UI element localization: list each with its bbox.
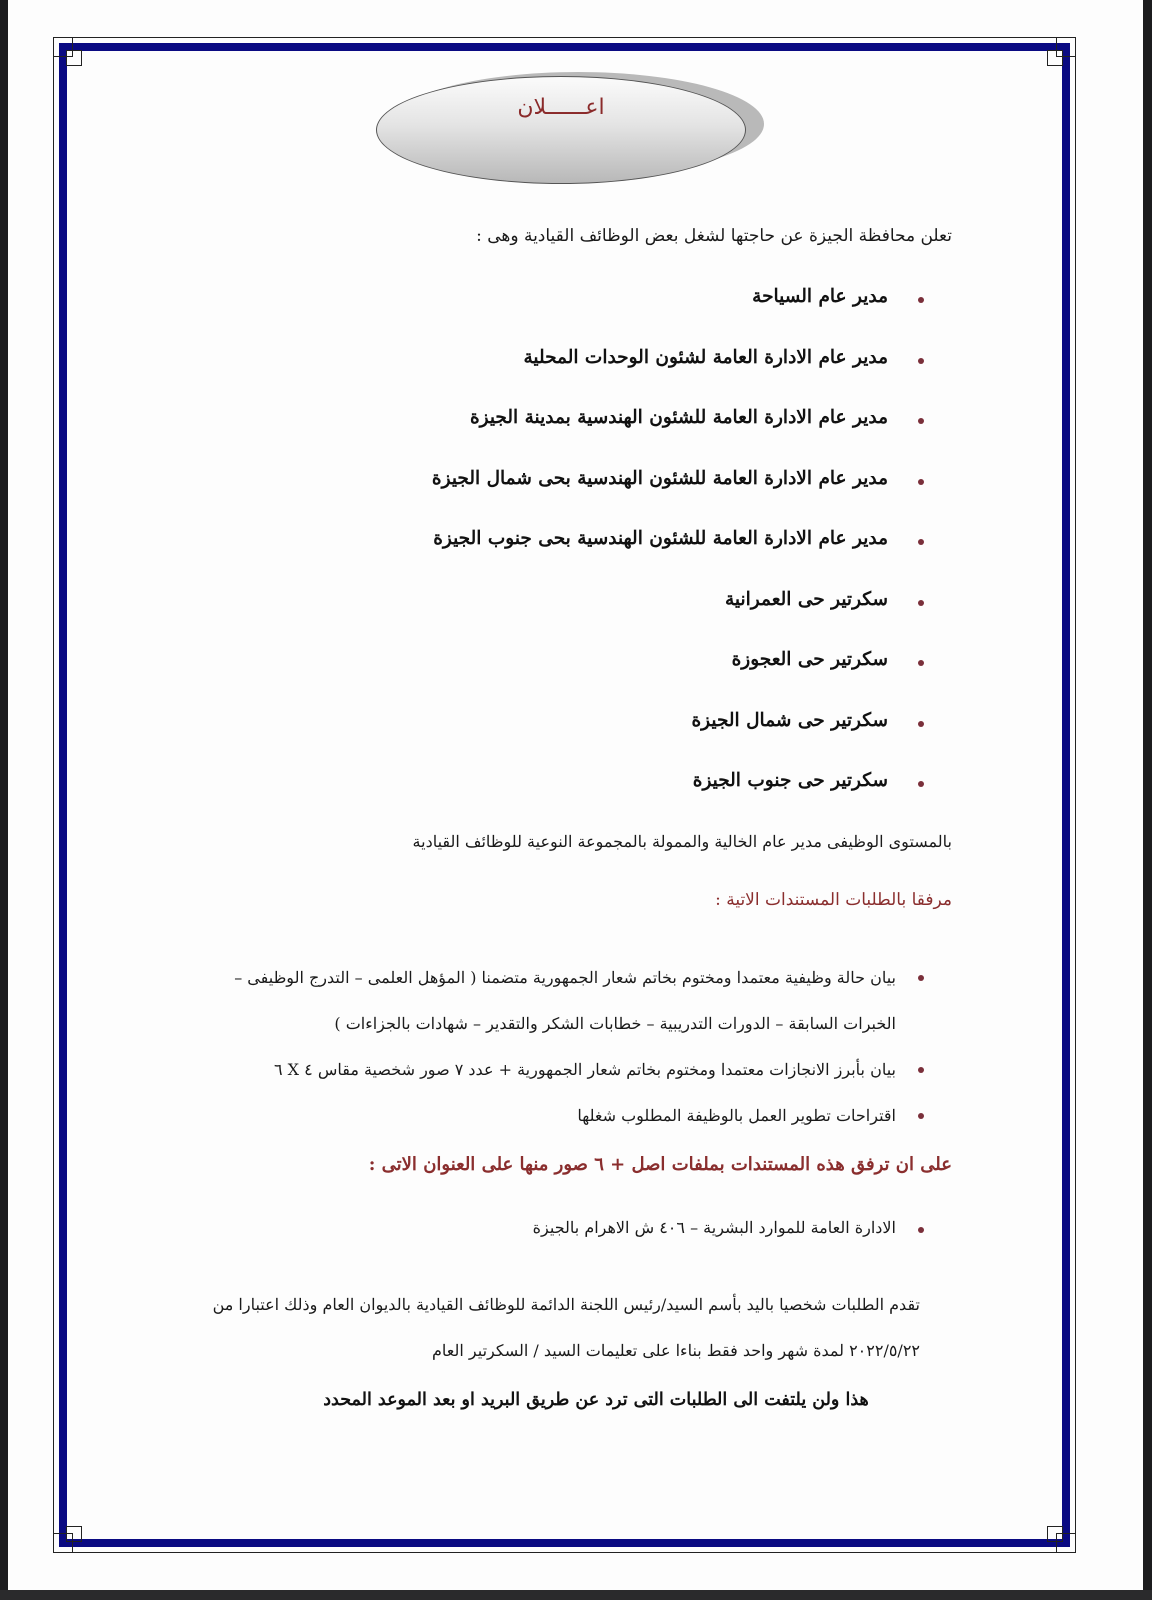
- list-item: مدير عام الادارة العامة للشئون الهندسية بحى جنوب الجيزة: [432, 528, 924, 589]
- list-item: مدير عام الادارة العامة للشئون الهندسية بحى شمال الجيزة: [432, 468, 924, 529]
- bullet-icon: [918, 1113, 924, 1119]
- bullet-icon: [918, 600, 924, 606]
- bullet-icon: [918, 418, 924, 424]
- jobs-list: [432, 286, 924, 831]
- bullet-icon: [918, 660, 924, 666]
- job-level-note: بالمستوى الوظيفى مدير عام الخالية والممولة بالمجموعة النوعية للوظائف القيادية: [412, 832, 952, 851]
- bullet-icon: [918, 975, 924, 981]
- corner-ornament-top-right-inner: [1047, 50, 1063, 66]
- list-item: بيان بأبرز الانجازات معتمدا ومختوم بخاتم شعار الجمهورية + عدد ٧ صور شخصية مقاس ٤ X ٦: [224, 1047, 924, 1093]
- corner-ornament-bottom-right-inner: [1047, 1526, 1063, 1542]
- page-title: اعــــــلان: [517, 95, 605, 120]
- bullet-icon: [918, 1067, 924, 1073]
- bullet-icon: [918, 1227, 924, 1233]
- list-item: سكرتير حى العمرانية: [432, 589, 924, 650]
- list-item: سكرتير حى شمال الجيزة: [432, 710, 924, 771]
- bullet-icon: [918, 721, 924, 727]
- list-item: سكرتير حى العجوزة: [432, 649, 924, 710]
- list-item: اقتراحات تطوير العمل بالوظيفة المطلوب شغلها: [224, 1093, 924, 1139]
- address-item: الادارة العامة للموارد البشرية – ٤٠٦ ش الاهرام بالجيزة: [533, 1218, 924, 1237]
- bottom-edge: [0, 1590, 1152, 1600]
- bullet-icon: [918, 539, 924, 545]
- list-item: مدير عام الادارة العامة لشئون الوحدات المحلية: [432, 347, 924, 408]
- list-item: سكرتير حى جنوب الجيزة: [432, 770, 924, 831]
- intro-text: تعلن محافظة الجيزة عن حاجتها لشغل بعض الوظائف القيادية وهى :: [476, 226, 952, 246]
- submission-instructions: تقدم الطلبات شخصيا باليد بأسم السيد/رئيس اللجنة الدائمة للوظائف القيادية بالديوان العام وذلك اعتبارا من ٢٠٢٢/٥/٢٢ لمدة شهر واحد فقط بناءا على تعليمات السيد / السكرتير العام: [212, 1295, 920, 1360]
- list-item: مدير عام السياحة: [432, 286, 924, 347]
- list-item: مدير عام الادارة العامة للشئون الهندسية بمدينة الجيزة: [432, 407, 924, 468]
- list-item: بيان حالة وظيفية معتمدا ومختوم بخاتم شعار الجمهورية متضمنا ( المؤهل العلمى – التدرج الوظيفى –: [224, 955, 924, 1001]
- bullet-icon: [918, 479, 924, 485]
- corner-ornament-bottom-left-inner: [66, 1526, 82, 1542]
- corner-ornament-top-left-inner: [66, 50, 82, 66]
- attachments-heading: مرفقا بالطلبات المستندات الاتية :: [715, 890, 952, 910]
- attachments-list: [224, 955, 924, 1139]
- address-heading: على ان ترفق هذه المستندات بملفات اصل + ٦ صور منها على العنوان الاتى :: [368, 1154, 952, 1175]
- list-item-continuation: الخبرات السابقة – الدورات التدريبية – خطابات الشكر والتقدير – شهادات بالجزاءات ): [334, 1014, 896, 1033]
- title-banner: [376, 76, 746, 184]
- bullet-icon: [918, 297, 924, 303]
- bullet-icon: [918, 781, 924, 787]
- final-note: هذا ولن يلتفت الى الطلبات التى ترد عن طريق البريد او بعد الموعد المحدد: [323, 1390, 869, 1410]
- bullet-icon: [918, 358, 924, 364]
